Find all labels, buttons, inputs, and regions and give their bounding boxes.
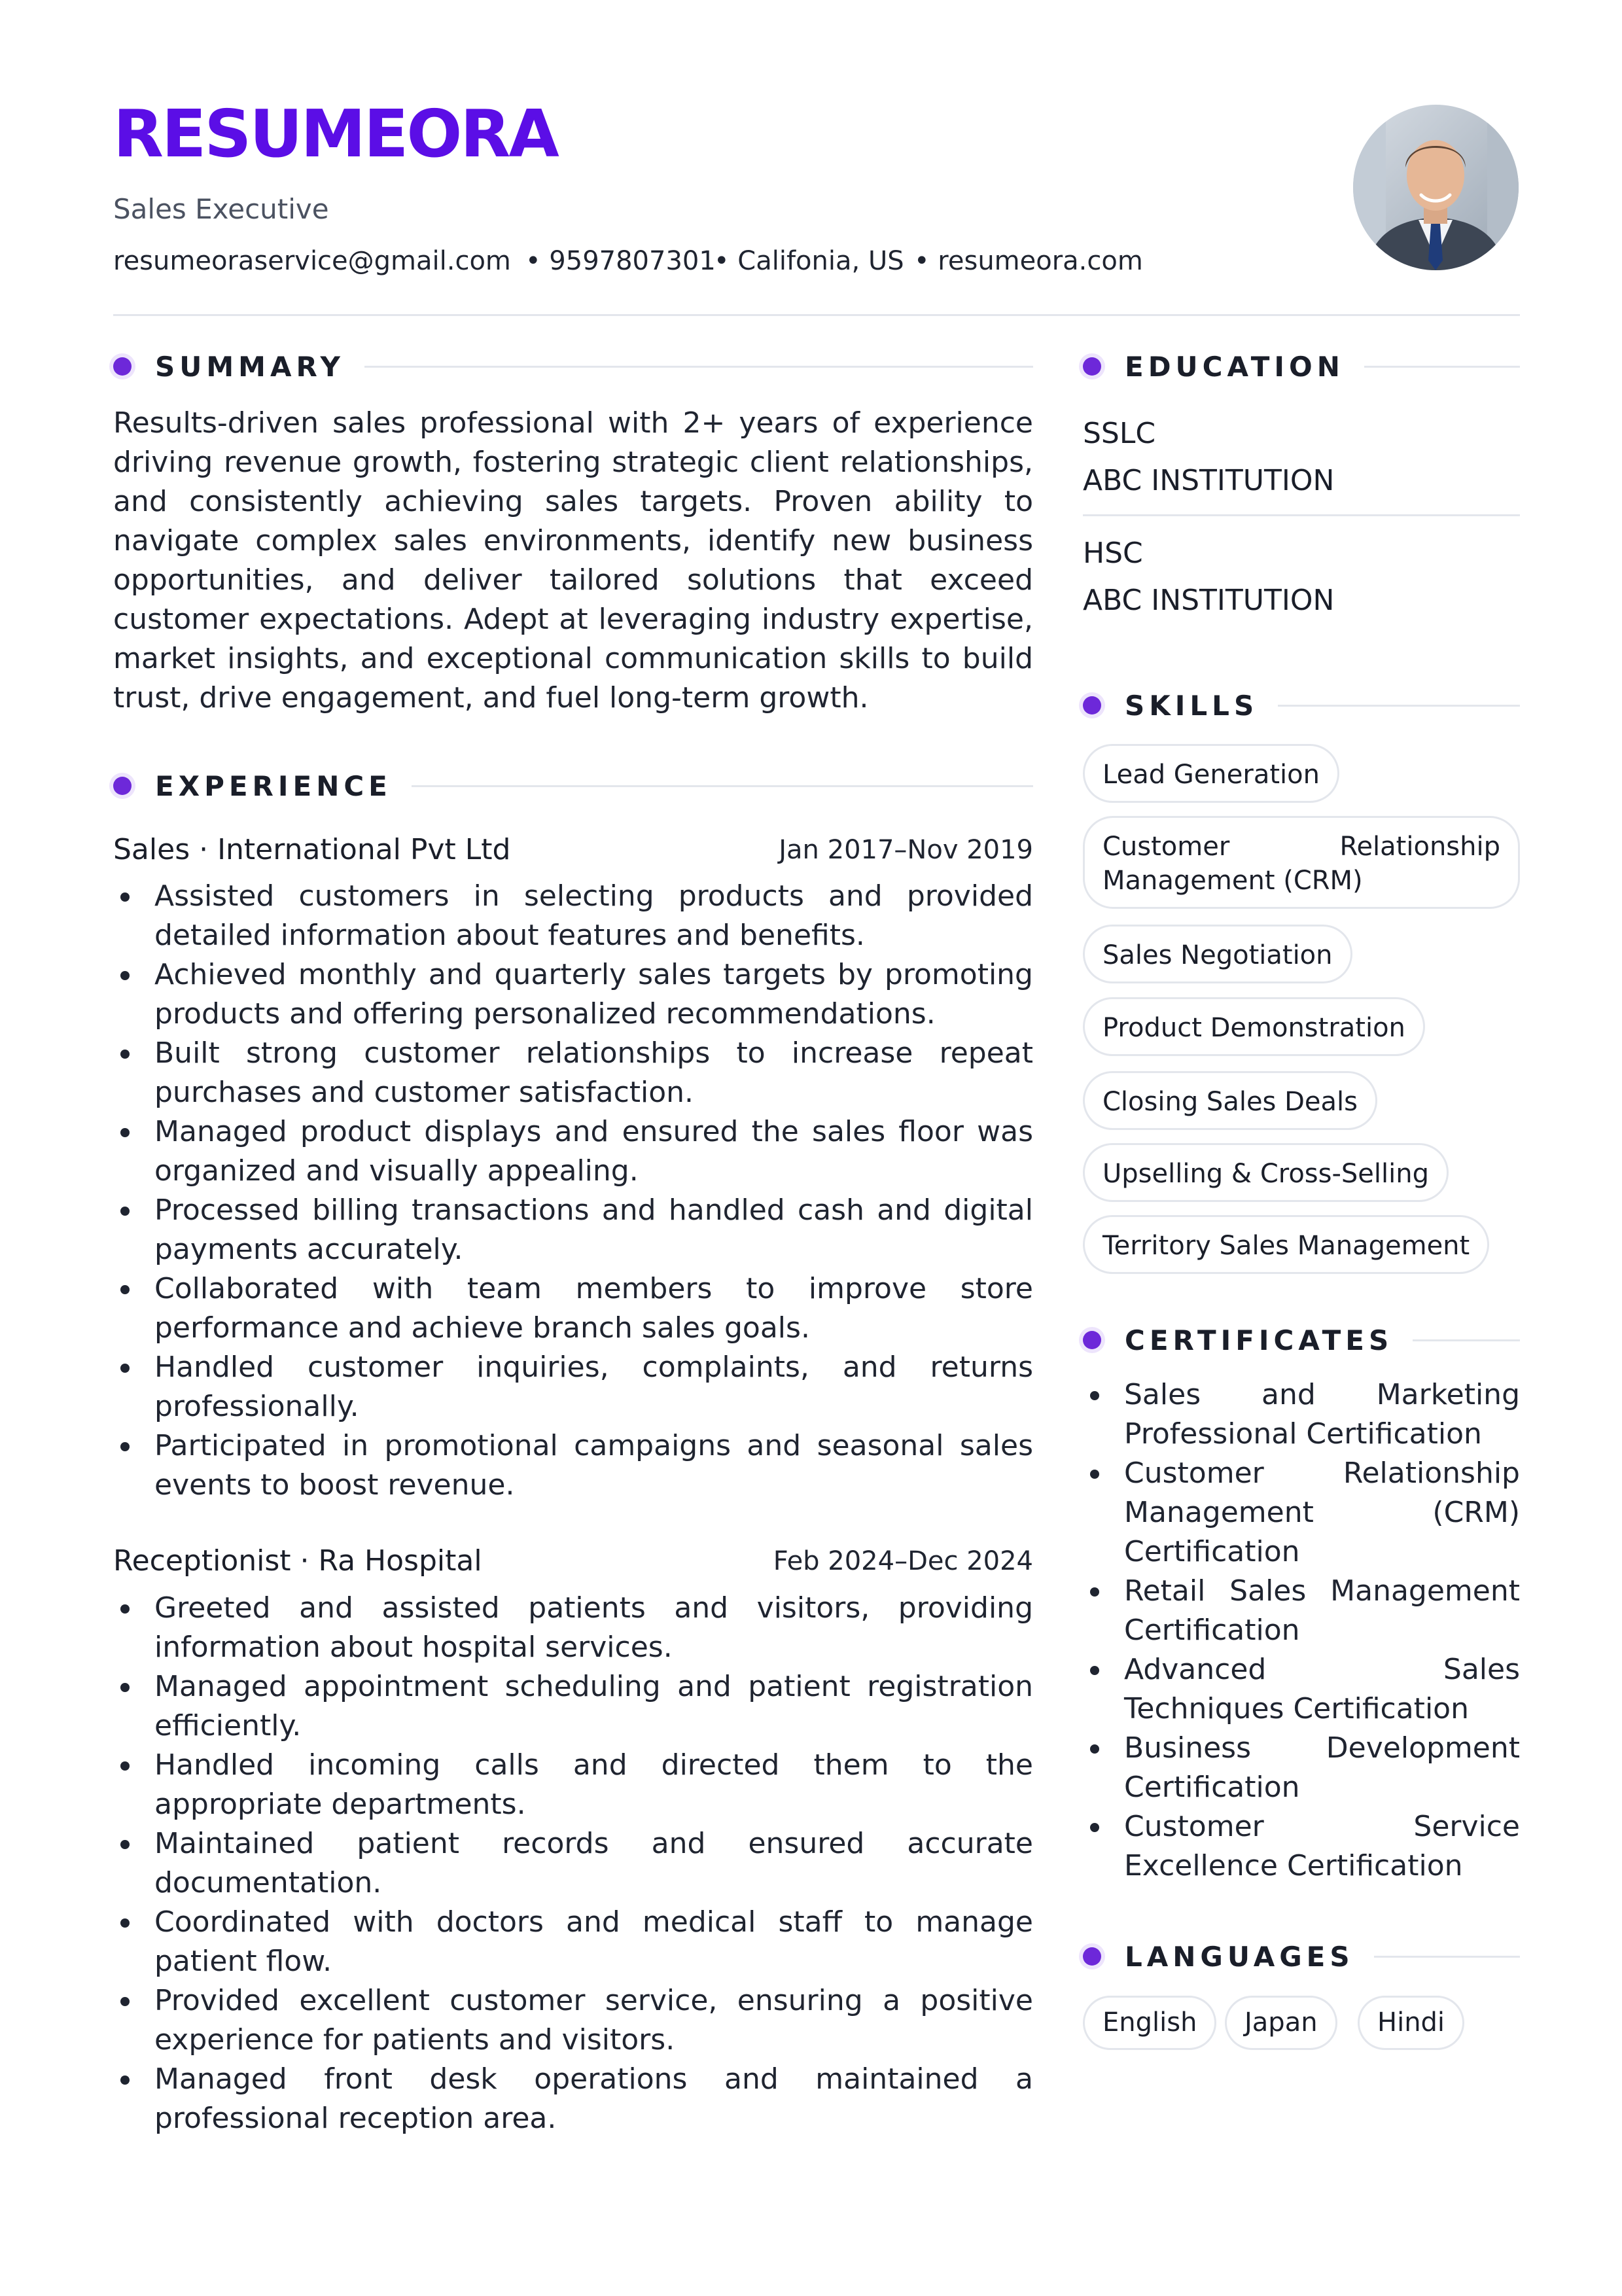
bullet-dot-icon <box>1083 1331 1101 1349</box>
certificates-heading: CERTIFICATES <box>1083 1320 1520 1360</box>
job-bullets <box>113 1589 1033 2138</box>
profile-photo <box>1353 105 1519 270</box>
list-item: Coordinated with doctors and medical staff to manage patient flow. <box>113 1903 1033 1981</box>
job-header <box>113 830 1033 870</box>
list-item: Customer Relationship Management (CRM) Certification <box>1083 1454 1520 1572</box>
email-link[interactable]: resumeoraservice@gmail.com <box>113 246 511 276</box>
list-item: Collaborated with team members to improve store performance and achieve branch sales goals. <box>113 1269 1033 1348</box>
list-item: Participated in promotional campaigns and seasonal sales events to boost revenue. <box>113 1426 1033 1505</box>
summary-heading: SUMMARY <box>113 347 1033 386</box>
skills-heading: SKILLS <box>1083 686 1520 725</box>
bullet-dot-icon <box>113 777 132 795</box>
bullet-dot-icon <box>1083 696 1101 715</box>
skill-chip: Upselling & Cross-Selling <box>1083 1143 1449 1202</box>
job-dates: Feb 2024–Dec 2024 <box>773 1546 1033 1576</box>
education-item <box>1083 530 1334 624</box>
list-item: Managed front desk operations and maintained a professional reception area. <box>113 2060 1033 2138</box>
skill-chip: Lead Generation <box>1083 744 1339 803</box>
skill-chip: Product Demonstration <box>1083 997 1425 1056</box>
list-item: Handled incoming calls and directed them to the appropriate departments. <box>113 1746 1033 1824</box>
list-item: Handled customer inquiries, complaints, and returns professionally. <box>113 1348 1033 1426</box>
language-chip: Hindi <box>1358 1996 1464 2050</box>
list-item: Achieved monthly and quarterly sales targets by promoting products and offering personalized recommendations. <box>113 955 1033 1034</box>
skill-chip: Sales Negotiation <box>1083 925 1352 983</box>
education-item <box>1083 410 1334 504</box>
summary-text: Results-driven sales professional with 2+ years of experience driving revenue growth, fostering strategic client relationships, and consistently achieving sales targets. Proven ability to navigate complex sales environments, identify new business opportunities, and deliver tailored solutions that exceed customer expectations. Adept at leveraging industry expertise, market insights, and exceptional communication skills to build trust, drive engagement, and fuel long-term growth. <box>113 406 1033 715</box>
list-item: Sales and Marketing Professional Certification <box>1083 1375 1520 1454</box>
skill-chip: Customer Relationship Management (CRM) <box>1083 816 1520 909</box>
education-institution: ABC INSTITUTION <box>1083 464 1335 497</box>
list-item: Managed appointment scheduling and patient registration efficiently. <box>113 1667 1033 1746</box>
bullet-dot-icon <box>1083 357 1101 376</box>
job-title: Receptionist · Ra Hospital <box>113 1544 482 1578</box>
experience-heading: EXPERIENCE <box>113 766 1033 805</box>
candidate-name: RESUMEORA <box>113 96 557 172</box>
job-dates: Jan 2017–Nov 2019 <box>779 835 1033 865</box>
job-header <box>113 1542 1033 1581</box>
language-chip: English <box>1083 1996 1216 2050</box>
certificates-list <box>1083 1375 1520 1886</box>
skill-chip: Territory Sales Management <box>1083 1215 1489 1274</box>
job-role: Sales Executive <box>113 193 329 225</box>
list-item: Maintained patient records and ensured accurate documentation. <box>113 1824 1033 1903</box>
location: • Califonia, US <box>714 246 904 276</box>
bullet-dot-icon <box>1083 1947 1101 1966</box>
phone-number[interactable]: • 9597807301 <box>525 246 716 276</box>
education-divider <box>1083 514 1520 516</box>
list-item: Provided excellent customer service, ensuring a positive experience for patients and visitors. <box>113 1981 1033 2060</box>
avatar <box>1353 105 1519 270</box>
list-item: Greeted and assisted patients and visitors, providing information about hospital services. <box>113 1589 1033 1667</box>
list-item: Assisted customers in selecting products and provided detailed information about features and benefits. <box>113 877 1033 955</box>
education-institution: ABC INSTITUTION <box>1083 584 1335 617</box>
bullet-dot-icon <box>113 357 132 376</box>
header-divider <box>113 314 1520 316</box>
website-link[interactable]: • resumeora.com <box>914 246 1143 276</box>
list-item: Retail Sales Management Certification <box>1083 1572 1520 1650</box>
education-degree: SSLC <box>1083 417 1156 450</box>
list-item: Processed billing transactions and handled cash and digital payments accurately. <box>113 1191 1033 1269</box>
list-item: Business Development Certification <box>1083 1729 1520 1807</box>
job-title: Sales · International Pvt Ltd <box>113 833 511 866</box>
languages-heading: LANGUAGES <box>1083 1937 1520 1976</box>
skill-chip: Closing Sales Deals <box>1083 1071 1377 1130</box>
list-item: Advanced Sales Techniques Certification <box>1083 1650 1520 1729</box>
contact-bar <box>113 246 1143 276</box>
job-bullets <box>113 877 1033 1505</box>
education-degree: HSC <box>1083 537 1143 570</box>
education-heading: EDUCATION <box>1083 347 1520 386</box>
language-chip: Japan <box>1225 1996 1337 2050</box>
list-item: Built strong customer relationships to increase repeat purchases and customer satisfaction. <box>113 1034 1033 1112</box>
list-item: Managed product displays and ensured the sales floor was organized and visually appealing. <box>113 1112 1033 1191</box>
list-item: Customer Service Excellence Certification <box>1083 1807 1520 1886</box>
